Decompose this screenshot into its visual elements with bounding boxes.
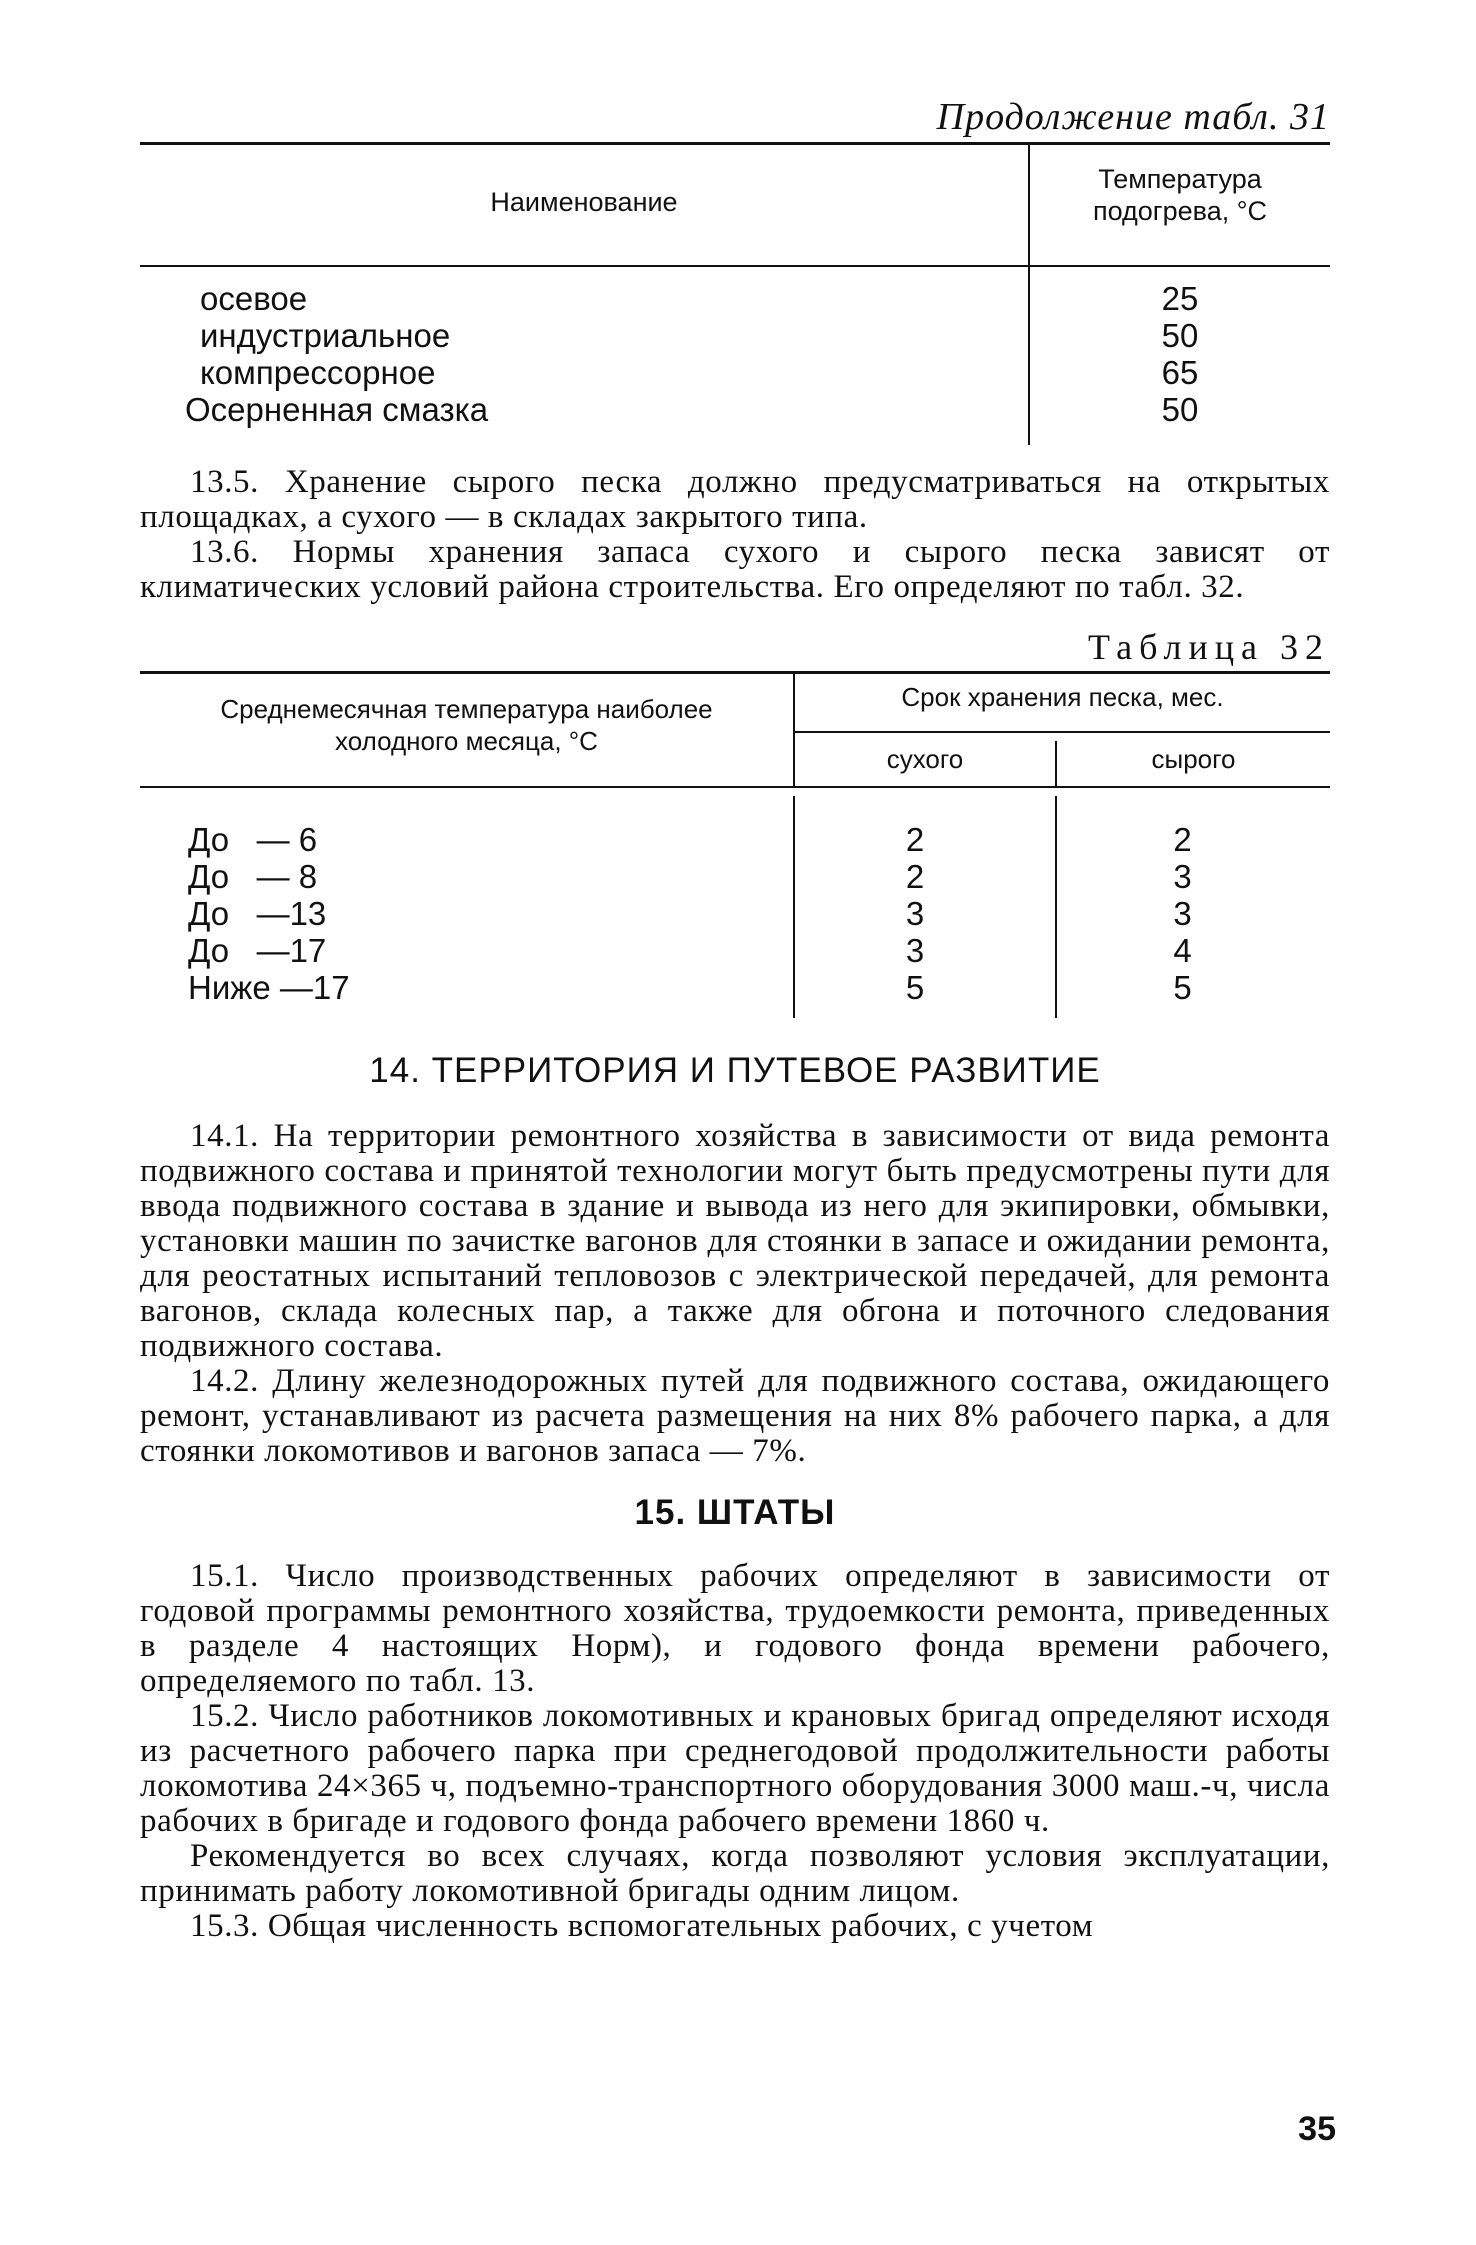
table31-cell-value: 25	[1161, 280, 1199, 317]
table32-header-rule	[140, 786, 1330, 788]
table32-cell-wet: 3	[1173, 895, 1192, 932]
table32-cell-temp: До — 8	[188, 858, 318, 895]
paragraph-13-5: 13.5. Хранение сырого песка должно предусматриваться на открытых площадках, а сухого — в складах закрытого типа.	[140, 464, 1330, 535]
table31-header-rule	[140, 265, 1330, 267]
table32-cell-wet: 4	[1173, 932, 1192, 969]
section-15-title: 15. ШТАТЫ	[634, 1493, 836, 1532]
table-row	[140, 858, 1330, 895]
table32	[140, 671, 1330, 1041]
paragraph-15-1: 15.1. Число производственных рабочих определяют в зависимости от годовой программы ремонтного хозяйства, трудоемкости ремонта, приведенных в разделе 4 настоящих Норм), и годового фонда времени рабочего, определяемого по табл. 13.	[140, 1558, 1330, 1699]
paragraph-15-2: 15.2. Число работников локомотивных и крановых бригад определяют исходя из расчетного рабочего парка при среднегодовой продолжительности работы локомотива 24×365 ч, подъемно-транспортного оборудования 3000 маш.-ч, числа рабочих в бригаде и годового фонда рабочего времени 1860 ч.	[140, 1698, 1330, 1839]
table32-caption: Таблица 32	[1088, 627, 1330, 667]
table31-cell-value: 65	[1161, 354, 1199, 391]
table-row	[140, 354, 1330, 391]
paragraph-14-1: 14.1. На территории ремонтного хозяйства в зависимости от вида ремонта подвижного состава и принятой технологии могут быть предусмотрены пути для ввода подвижного состава в здание и вывода из него для экипировки, обмывки, установки машин по зачистке вагонов для стоянки в запасе и ожидании ремонта, для реостатных испытаний тепловозов с электрической передачей, для ремонта вагонов, склада колесных пар, а также для обгона и поточного следования подвижного состава.	[140, 1118, 1330, 1364]
table32-header-temp-line1: Среднемесячная температура наиболее	[220, 694, 713, 724]
table32-cell-wet: 3	[1173, 858, 1192, 895]
table31-cell-name: компрессорное	[200, 354, 436, 391]
table-row	[140, 280, 1330, 317]
document-page	[140, 92, 1330, 1944]
table32-cell-dry: 5	[905, 969, 925, 1006]
table31-cell-name: Осерненная смазка	[185, 391, 489, 428]
table32-header-temp-line2: холодного месяца, °С	[335, 726, 598, 756]
paragraph-15-2-note: Рекомендуется во всех случаях, когда позволяют условия эксплуатации, принимать работу локомотивной бригады одним лицом.	[140, 1838, 1330, 1909]
section-14-title: 14. ТЕРРИТОРИЯ И ПУТЕВОЕ РАЗВИТИЕ	[369, 1051, 1101, 1090]
table32-header-temp	[140, 693, 793, 757]
table-row	[140, 391, 1330, 428]
paragraph-15-3: 15.3. Общая численность вспомогательных рабочих, с учетом	[190, 1908, 1094, 1944]
table32-cell-temp: До — 6	[188, 821, 318, 858]
table32-cell-dry: 3	[905, 932, 925, 969]
table-row	[140, 932, 1330, 969]
table-row	[140, 317, 1330, 354]
table31-body	[140, 280, 1330, 428]
table31-cell-name: индустриальное	[200, 317, 451, 354]
table31-header-temp-line1: Температура	[1098, 164, 1262, 194]
table32-subheader-rule	[795, 731, 1330, 733]
table32-cell-wet: 2	[1173, 821, 1192, 858]
page-number: 35	[1298, 2110, 1336, 2148]
table-row	[140, 895, 1330, 932]
table31-header-temp-line2: подогрева, °С	[1092, 196, 1268, 226]
table32-cell-dry: 2	[905, 821, 925, 858]
table32-cell-temp: До —13	[188, 895, 327, 932]
table32-cell-dry: 3	[905, 895, 925, 932]
table32-cell-temp: Ниже —17	[188, 969, 350, 1006]
table-row	[140, 969, 1330, 1006]
table32-cell-temp: До —17	[188, 932, 327, 969]
table31-header-name: Наименование	[490, 187, 678, 217]
table31-caption: Продолжение табл. 31	[936, 96, 1330, 138]
table32-body	[140, 821, 1330, 1006]
table-row	[140, 821, 1330, 858]
table31	[140, 145, 1330, 465]
paragraph-14-2: 14.2. Длину железнодорожных путей для подвижного состава, ожидающего ремонт, устанавливают из расчета размещения на них 8% рабочего парка, а для стоянки локомотивов и вагонов запаса — 7%.	[140, 1363, 1330, 1469]
paragraph-13-6: 13.6. Нормы хранения запаса сухого и сырого песка зависят от климатических условий района строительства. Его определяют по табл. 32.	[140, 534, 1330, 605]
table31-cell-value: 50	[1161, 317, 1199, 354]
table32-top-rule	[140, 671, 1330, 674]
table32-header-group: Срок хранения песка, мес.	[901, 682, 1224, 712]
table32-cell-dry: 2	[905, 858, 925, 895]
table31-cell-value: 50	[1161, 391, 1199, 428]
table31-cell-name: осевое	[200, 280, 308, 317]
table32-header-wet: сырого	[1151, 744, 1236, 774]
table32-cell-wet: 5	[1173, 969, 1192, 1006]
table31-header-temp	[1030, 163, 1330, 227]
table32-header-dry: сухого	[886, 744, 964, 774]
